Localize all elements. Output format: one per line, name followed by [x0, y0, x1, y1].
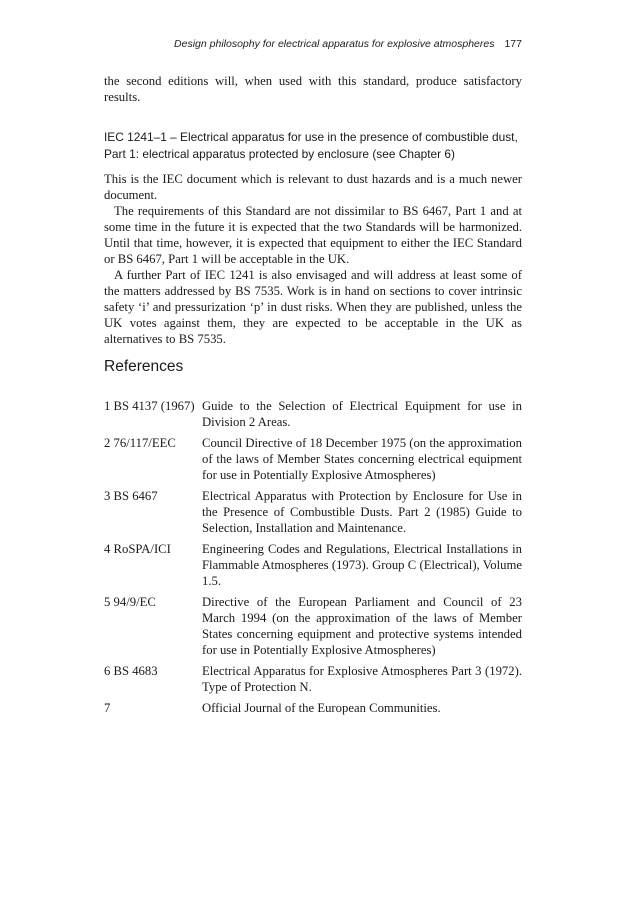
paragraph-1: This is the IEC document which is relevant to dust hazards and is a much newer document. [104, 172, 522, 202]
reference-label: 3 BS 6467 [104, 489, 158, 503]
reference-text: Electrical Apparatus with Protection by Enclosure for Use in the Presence of Combustible Dusts. Part 2 (1985) Guide to Selection, Installation and Maintenance. [202, 489, 522, 535]
reference-label: 6 BS 4683 [104, 664, 158, 678]
reference-label: 1 BS 4137 (1967) [104, 399, 195, 413]
reference-label: 4 RoSPA/ICI [104, 542, 171, 556]
reference-label: 5 94/9/EC [104, 595, 156, 609]
reference-item [104, 594, 522, 658]
reference-text: Engineering Codes and Regulations, Electrical Installations in Flammable Atmospheres (1973). Group C (Electrical), Volume 1.5. [202, 542, 522, 588]
reference-item [104, 435, 522, 483]
reference-text: Guide to the Selection of Electrical Equipment for use in Division 2 Areas. [202, 399, 522, 429]
running-title: Design philosophy for electrical apparatus for explosive atmospheres [174, 38, 495, 50]
reference-item [104, 398, 522, 430]
references-heading: References [104, 358, 184, 375]
reference-label: 7 [104, 701, 111, 715]
paragraph-2: The requirements of this Standard are not dissimilar to BS 6467, Part 1 and at some time in the future it is expected that the two Standards will be harmonized. Until that time, however, it is expected that equipment to either the IEC Standard or BS 6467, Part 1 will be acceptable in the UK. [104, 204, 522, 266]
running-header [104, 38, 522, 50]
reference-item [104, 663, 522, 695]
reference-text: Official Journal of the European Communities. [202, 701, 441, 715]
continuation-paragraph: the second editions will, when used with this standard, produce satisfactory results. [104, 74, 522, 104]
references-list [104, 398, 522, 721]
page-number: 177 [504, 38, 522, 50]
reference-text: Directive of the European Parliament and Council of 23 March 1994 (on the approximation of the laws of Member States concerning equipment and protective systems intended for use in Potentially Explosive Atmospheres) [202, 595, 522, 657]
iec-section-heading: IEC 1241–1 – Electrical apparatus for use in the presence of combustible dust, Part 1: electrical apparatus protected by enclosure (see Chapter 6) [104, 130, 518, 161]
reference-text: Council Directive of 18 December 1975 (on the approximation of the laws of Member States concerning electrical equipment for use in Potentially Explosive Atmospheres) [202, 436, 522, 482]
reference-item [104, 700, 522, 716]
reference-text: Electrical Apparatus for Explosive Atmospheres Part 3 (1972). Type of Protection N. [202, 664, 522, 694]
reference-label: 2 76/117/EEC [104, 436, 176, 450]
paragraph-3: A further Part of IEC 1241 is also envisaged and will address at least some of the matters addressed by BS 7535. Work is in hand on sections to cover intrinsic safety ‘i’ and pressurization ‘p’ in dust risks. When they are published, unless the UK votes against them, they are expected to be acceptable in the UK as alternatives to BS 7535. [104, 268, 522, 346]
reference-item [104, 541, 522, 589]
reference-item [104, 488, 522, 536]
